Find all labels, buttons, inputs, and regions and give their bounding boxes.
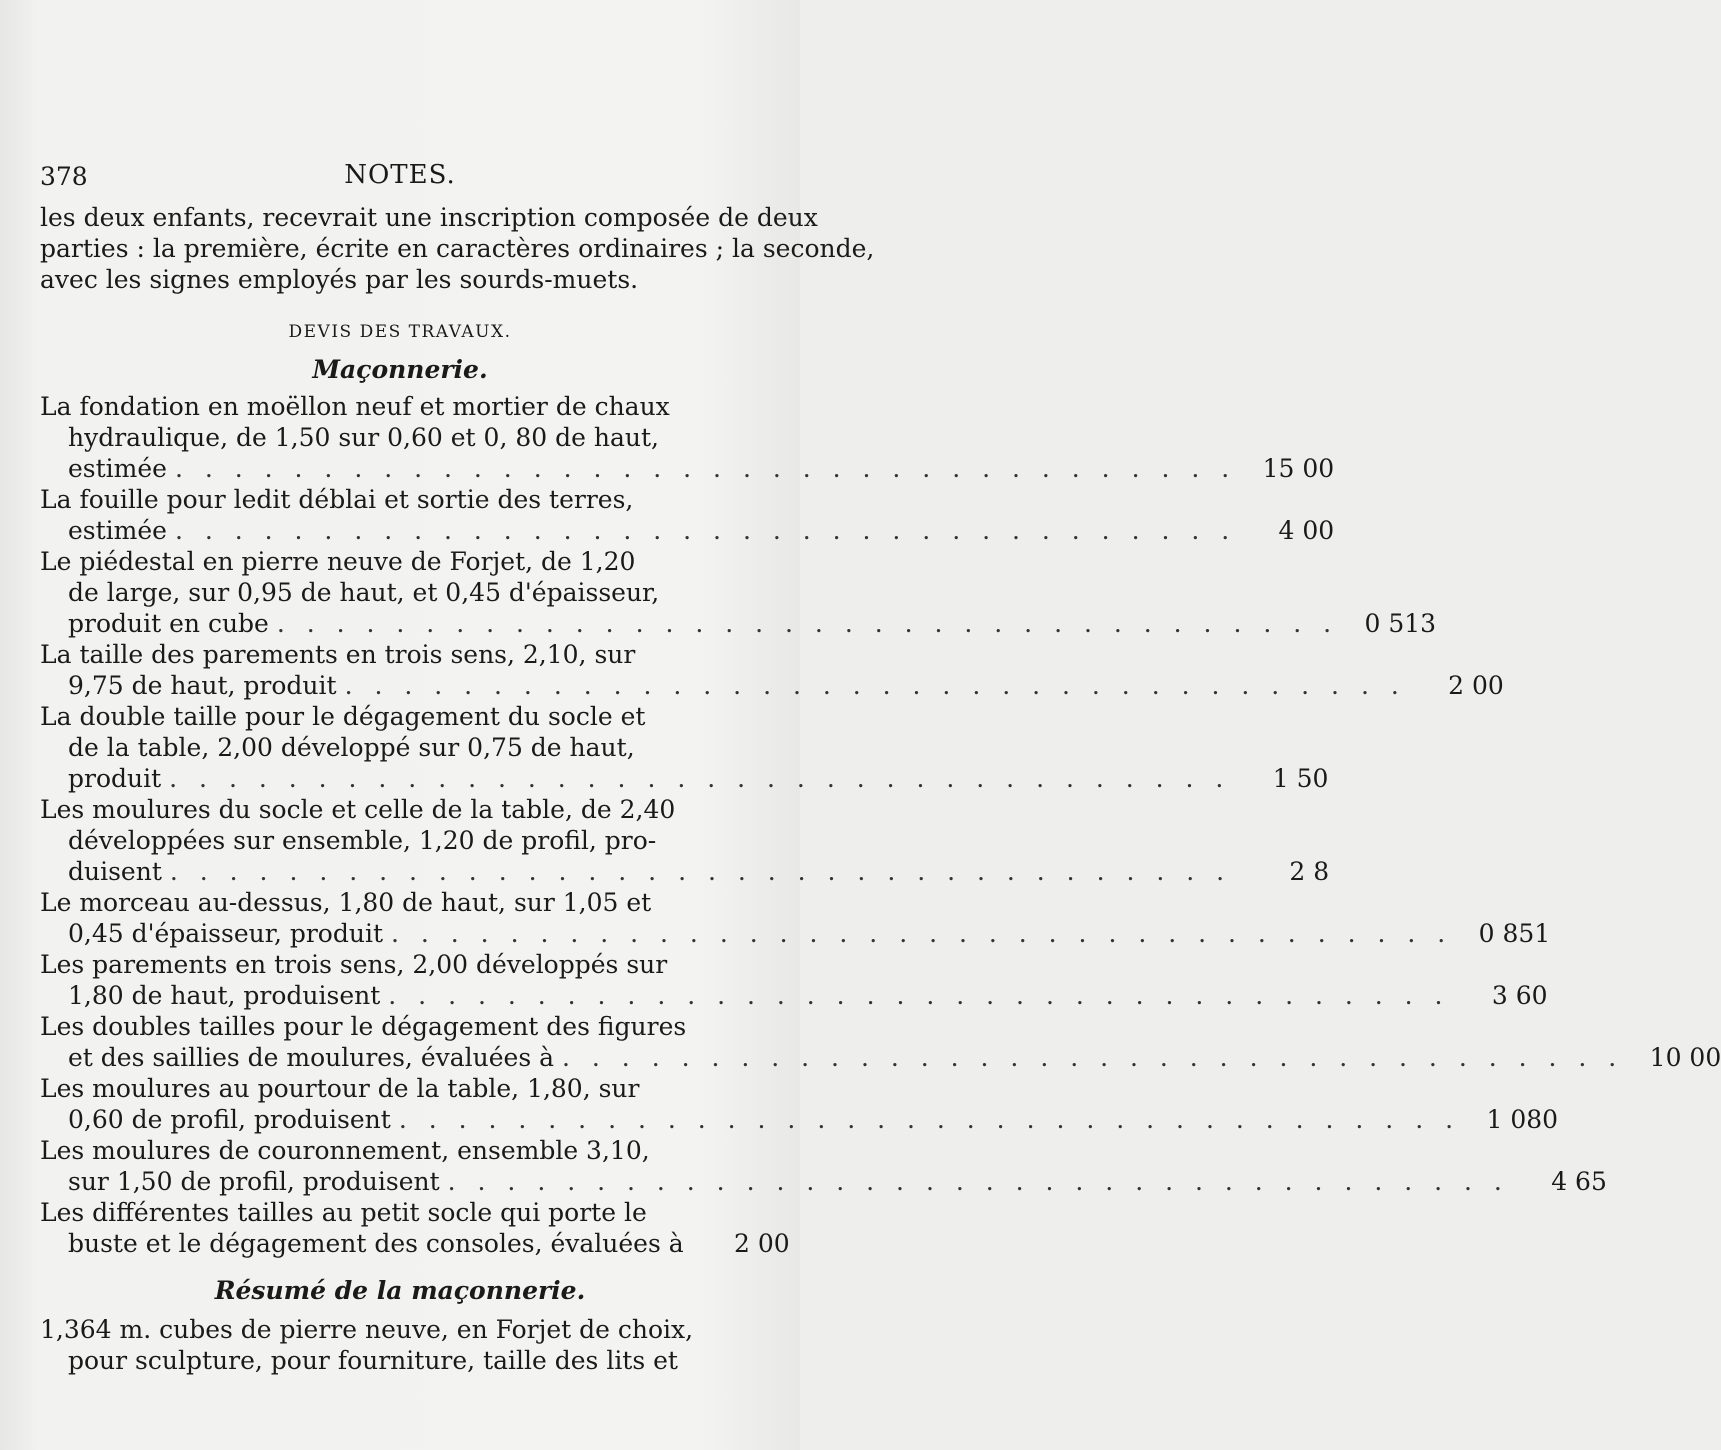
page-header bbox=[40, 162, 760, 202]
entry-text: Les moulures du socle et celle de la table, de 2,40 bbox=[40, 795, 676, 824]
entry-line bbox=[40, 887, 760, 918]
estimate-entry bbox=[40, 546, 1437, 639]
entry-text: Le piédestal en pierre neuve de Forjet, de 1,20 bbox=[40, 547, 636, 576]
entry-line bbox=[68, 670, 1504, 701]
text-line: parties : la première, écrite en caractères ordinaires ; la seconde, bbox=[40, 234, 875, 263]
entry-line bbox=[68, 1104, 1559, 1135]
dot-leader: . . . . . . . . . . . . . . . . . . . . . . . . . . . . . . . . . . . . bbox=[398, 1105, 1461, 1134]
body-text bbox=[40, 202, 1721, 1376]
entry-text: Le morceau au-dessus, 1,80 de haut, sur 1,05 et bbox=[40, 888, 652, 917]
estimate-entry bbox=[40, 949, 1548, 1011]
entry-text: de la table, 2,00 développé sur 0,75 de haut, bbox=[68, 733, 635, 762]
entry-text: produit bbox=[68, 764, 162, 793]
subheading: Maçonnerie. bbox=[312, 355, 488, 384]
dot-leader: . . . . . . . . . . . . . . . . . . . . . . . . . . . . . . . . . . . . bbox=[276, 609, 1339, 638]
entry-text: hydraulique, de 1,50 sur 0,60 et 0, 80 de haut, bbox=[68, 423, 659, 452]
estimate-entry bbox=[40, 794, 1330, 887]
entry-text: estimée bbox=[68, 454, 167, 483]
entry-text: 9,75 de haut, produit bbox=[68, 671, 337, 700]
entry-text: 0,60 de profil, produisent bbox=[68, 1105, 391, 1134]
entry-value: 2 8 bbox=[1289, 857, 1330, 886]
entry-text: Les différentes tailles au petit socle qui porte le bbox=[40, 1198, 647, 1227]
entry-line bbox=[68, 732, 760, 763]
entry-line bbox=[68, 453, 1335, 484]
estimate-entry bbox=[40, 1135, 1607, 1197]
dot-leader: . . . . . . . . . . . . . . . . . . . . . . . . . . . . . . . . . . . . bbox=[344, 671, 1406, 700]
entry-value: 1 080 bbox=[1486, 1105, 1559, 1134]
entry-line bbox=[68, 918, 1551, 949]
entry-line bbox=[40, 1073, 760, 1104]
section-title: DEVIS DES TRAVAUX. bbox=[288, 322, 512, 342]
entry-value: 4 00 bbox=[1278, 516, 1335, 545]
resume-paragraph bbox=[40, 1314, 760, 1376]
entry-text: 0,45 d'épaisseur, produit bbox=[68, 919, 383, 948]
entry-text: estimée bbox=[68, 516, 167, 545]
estimate-entry bbox=[40, 1073, 1559, 1135]
entry-line bbox=[68, 515, 1335, 546]
dot-leader: . . . . . . . . . . . . . . . . . . . . . . . . . . . . . . . . . . . . bbox=[447, 1167, 1509, 1196]
entry-text: La double taille pour le dégagement du socle et bbox=[40, 702, 646, 731]
page-number: 378 bbox=[40, 162, 88, 191]
entry-text: buste et le dégagement des consoles, évaluées à bbox=[68, 1229, 684, 1258]
entry-line bbox=[68, 1166, 1607, 1197]
dot-leader: . . . . . . . . . . . . . . . . . . . . . . . . . . . . . . . . . . . . bbox=[174, 454, 1237, 483]
estimate-entry bbox=[40, 484, 1335, 546]
entry-text: Les moulures de couronnement, ensemble 3,10, bbox=[40, 1136, 650, 1165]
entry-value: 1 50 bbox=[1272, 764, 1329, 793]
estimate-entry bbox=[40, 391, 1335, 484]
entry-line bbox=[68, 422, 760, 453]
text-line: pour sculpture, pour fourniture, taille des lits et bbox=[68, 1346, 678, 1375]
running-title: NOTES. bbox=[344, 160, 456, 190]
text-line: 1,364 m. cubes de pierre neuve, en Forjet de choix, bbox=[40, 1315, 694, 1344]
entry-text: 1,80 de haut, produisent bbox=[68, 981, 381, 1010]
entry-text: produit en cube bbox=[68, 609, 269, 638]
dot-leader: . . . . . . . . . . . . . . . . . . . . . . . . . . . . . . . . . . . . bbox=[562, 1043, 1624, 1072]
entry-text: développées sur ensemble, 1,20 de profil, pro- bbox=[68, 826, 657, 855]
estimate-entry bbox=[40, 887, 1551, 949]
entry-text: La fouille pour ledit déblai et sortie des terres, bbox=[40, 485, 634, 514]
estimate-entry bbox=[40, 1011, 1721, 1073]
entry-text: La taille des parements en trois sens, 2,10, sur bbox=[40, 640, 636, 669]
entry-line bbox=[40, 1135, 760, 1166]
entry-line bbox=[40, 701, 760, 732]
dot-leader: . . . . . . . . . . . . . . . . . . . . . . . . . . . . . . . . . . . . bbox=[169, 857, 1232, 886]
entry-text: et des saillies de moulures, évaluées à bbox=[68, 1043, 555, 1072]
entry-value: 10 00 bbox=[1649, 1043, 1721, 1072]
entry-text: La fondation en moëllon neuf et mortier de chaux bbox=[40, 392, 670, 421]
estimate-entries bbox=[40, 391, 1721, 1259]
entry-text: Les doubles tailles pour le dégagement des figures bbox=[40, 1012, 687, 1041]
entry-line bbox=[68, 608, 1437, 639]
entry-value: 2 00 bbox=[734, 1229, 790, 1258]
entry-text: Les moulures au pourtour de la table, 1,80, sur bbox=[40, 1074, 640, 1103]
entry-line bbox=[40, 546, 760, 577]
estimate-entry bbox=[40, 639, 1504, 701]
entry-value: 0 851 bbox=[1478, 919, 1551, 948]
entry-text: sur 1,50 de profil, produisent bbox=[68, 1167, 440, 1196]
resume-heading: Résumé de la maçonnerie. bbox=[214, 1276, 586, 1305]
entry-line bbox=[40, 391, 760, 422]
entry-line bbox=[40, 484, 760, 515]
dot-leader: . . . . . . . . . . . . . . . . . . . . . . . . . . . . . . . . . . . . bbox=[388, 981, 1450, 1010]
entry-text: duisent bbox=[68, 857, 162, 886]
estimate-entry bbox=[40, 1197, 790, 1259]
entry-line bbox=[68, 763, 1329, 794]
entry-line bbox=[68, 980, 1548, 1011]
entry-line bbox=[68, 1042, 1721, 1073]
entry-value: 15 00 bbox=[1262, 454, 1335, 483]
entry-value: 3 60 bbox=[1491, 981, 1548, 1010]
entry-line bbox=[40, 1197, 760, 1228]
entry-text: de large, sur 0,95 de haut, et 0,45 d'épaisseur, bbox=[68, 578, 660, 607]
entry-line bbox=[40, 639, 760, 670]
entry-line bbox=[68, 577, 760, 608]
text-line: avec les signes employés par les sourds-muets. bbox=[40, 265, 639, 294]
text-line: les deux enfants, recevrait une inscription composée de deux bbox=[40, 203, 818, 232]
entry-line bbox=[40, 794, 760, 825]
entry-line bbox=[40, 1011, 760, 1042]
estimate-entry bbox=[40, 701, 1329, 794]
entry-line bbox=[40, 949, 760, 980]
entry-value: 4 65 bbox=[1551, 1167, 1607, 1196]
entry-line bbox=[68, 825, 760, 856]
entry-line bbox=[68, 1228, 790, 1259]
dot-leader: . . . . . . . . . . . . . . . . . . . . . . . . . . . . . . . . . . . . bbox=[174, 516, 1237, 545]
entry-value: 0 513 bbox=[1364, 609, 1437, 638]
entry-value: 2 00 bbox=[1448, 671, 1504, 700]
intro-paragraph bbox=[40, 202, 875, 295]
entry-line bbox=[68, 856, 1330, 887]
entry-text: Les parements en trois sens, 2,00 développés sur bbox=[40, 950, 668, 979]
dot-leader: . . . . . . . . . . . . . . . . . . . . . . . . . . . . . . . . . . . . bbox=[391, 919, 1453, 948]
dot-leader: . . . . . . . . . . . . . . . . . . . . . . . . . . . . . . . . . . . . bbox=[169, 764, 1231, 793]
